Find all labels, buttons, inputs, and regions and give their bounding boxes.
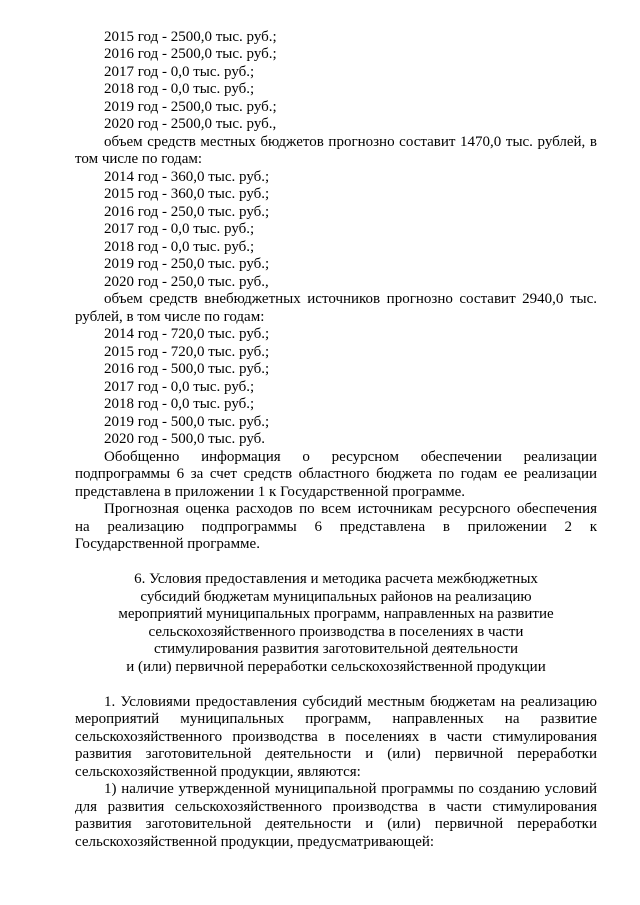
regional-budget-year-2019: 2019 год - 2500,0 тыс. руб.; (104, 99, 277, 115)
item1-paragraph-line: 1) наличие утвержденной муниципальной программы по созданию условий (104, 781, 597, 797)
summary-paragraph-line: подпрограммы 6 за счет средств областного бюджета по годам ее реализации (75, 466, 597, 482)
item1-paragraph-line: сельскохозяйственной продукции, предусматривающей: (75, 834, 435, 850)
regional-budget-year-2018: 2018 год - 0,0 тыс. руб.; (104, 81, 255, 97)
conditions-paragraph-line: сельскохозяйственного производства в поселениях в части стимулирования (75, 729, 597, 745)
forecast-paragraph-line: Государственной программе. (75, 536, 260, 552)
conditions-paragraph-line: мероприятий муниципальных программ, направленных на развитие (75, 711, 597, 727)
local-budget-intro: объем средств местных бюджетов прогнозно составит 1470,0 тыс. рублей, в (104, 134, 597, 150)
forecast-paragraph-line: на реализацию подпрограммы 6 представлена в приложении 2 к (75, 519, 597, 535)
summary-paragraph-line: представлена в приложении 1 к Государственной программе. (75, 484, 466, 500)
section-heading-line: и (или) первичной переработки сельскохозяйственной продукции (126, 659, 546, 675)
local-budget-year-2019: 2019 год - 250,0 тыс. руб.; (104, 256, 270, 272)
conditions-paragraph-line: развития заготовительной деятельности и (или) первичной переработки (75, 746, 597, 762)
local-budget-year-2014: 2014 год - 360,0 тыс. руб.; (104, 169, 270, 185)
summary-paragraph-line: Обобщенно информация о ресурсном обеспечении реализации (104, 449, 597, 465)
section-heading-line: мероприятий муниципальных программ, направленных на развитие (118, 606, 554, 622)
regional-budget-year-2015: 2015 год - 2500,0 тыс. руб.; (104, 29, 277, 45)
regional-budget-year-2020: 2020 год - 2500,0 тыс. руб., (104, 116, 277, 132)
extrabudgetary-year-2018: 2018 год - 0,0 тыс. руб.; (104, 396, 255, 412)
regional-budget-year-2017: 2017 год - 0,0 тыс. руб.; (104, 64, 255, 80)
extrabudgetary-year-2020: 2020 год - 500,0 тыс. руб. (104, 431, 266, 447)
extrabudgetary-intro: объем средств внебюджетных источников прогнозно составит 2940,0 тыс. (104, 291, 597, 307)
section-heading-line: стимулирования развития заготовительной деятельности (153, 641, 519, 657)
section-heading-line: 6. Условия предоставления и методика расчета межбюджетных (134, 571, 538, 587)
section-heading-line: субсидий бюджетам муниципальных районов на реализацию (140, 589, 532, 605)
local-budget-year-2020: 2020 год - 250,0 тыс. руб., (104, 274, 269, 290)
conditions-paragraph-line: 1. Условиями предоставления субсидий местным бюджетам на реализацию (104, 694, 597, 710)
local-budget-year-2018: 2018 год - 0,0 тыс. руб.; (104, 239, 255, 255)
extrabudgetary-year-2014: 2014 год - 720,0 тыс. руб.; (104, 326, 270, 342)
local-budget-year-2017: 2017 год - 0,0 тыс. руб.; (104, 221, 255, 237)
item1-paragraph-line: для развития сельскохозяйственного производства в части стимулирования (75, 799, 597, 815)
local-budget-year-2015: 2015 год - 360,0 тыс. руб.; (104, 186, 270, 202)
extrabudgetary-intro-cont: рублей, в том числе по годам: (75, 309, 265, 325)
extrabudgetary-year-2015: 2015 год - 720,0 тыс. руб.; (104, 344, 270, 360)
extrabudgetary-year-2019: 2019 год - 500,0 тыс. руб.; (104, 414, 270, 430)
extrabudgetary-year-2017: 2017 год - 0,0 тыс. руб.; (104, 379, 255, 395)
item1-paragraph-line: развития заготовительной деятельности и (или) первичной переработки (75, 816, 597, 832)
extrabudgetary-year-2016: 2016 год - 500,0 тыс. руб.; (104, 361, 270, 377)
forecast-paragraph-line: Прогнозная оценка расходов по всем источникам ресурсного обеспечения (104, 501, 597, 517)
regional-budget-year-2016: 2016 год - 2500,0 тыс. руб.; (104, 46, 277, 62)
local-budget-year-2016: 2016 год - 250,0 тыс. руб.; (104, 204, 270, 220)
conditions-paragraph-line: сельскохозяйственной продукции, являются: (75, 764, 361, 780)
section-heading-line: сельскохозяйственного производства в поселениях в части (148, 624, 524, 640)
local-budget-intro-cont: том числе по годам: (75, 151, 203, 167)
